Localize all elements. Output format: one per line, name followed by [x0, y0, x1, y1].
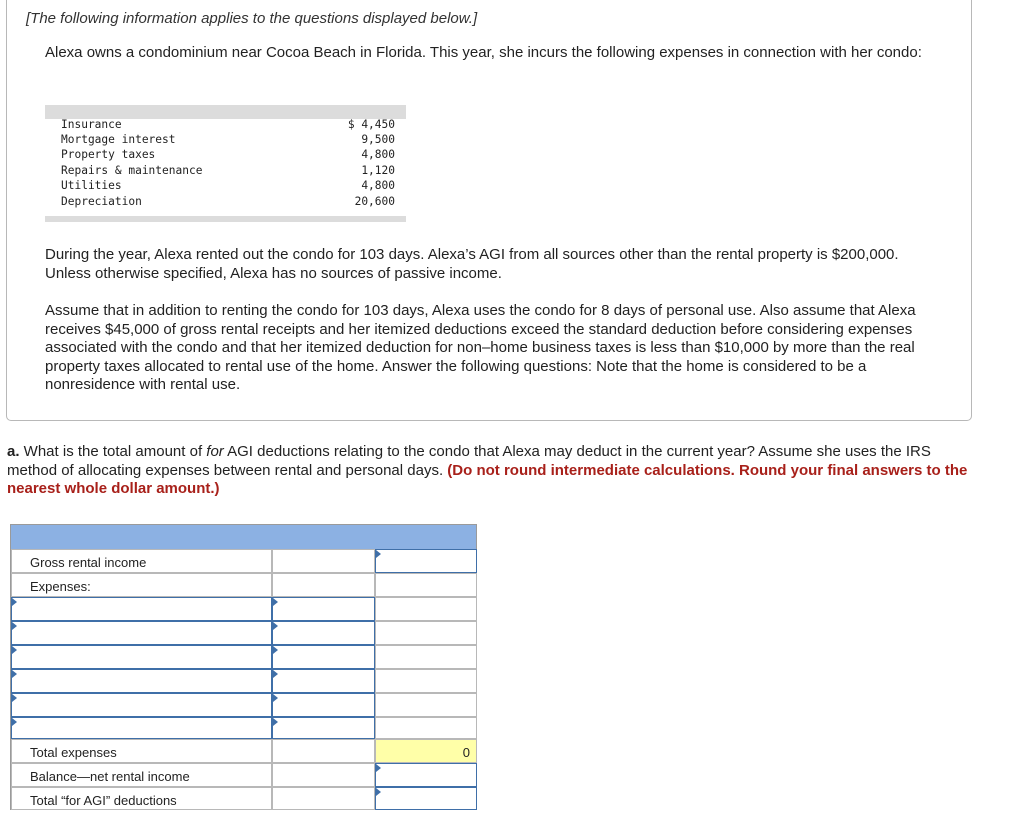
expense-name-input[interactable] — [11, 693, 272, 717]
paragraph-assumptions: Assume that in addition to renting the condo for 103 days, Alexa uses the condo for 8 days of personal use. Also assume that Alexa receives $45,000 of gross rental receipts and her itemized deductions exceed the standard deduction before considering expenses associated with the condo and that her itemized deduction for non–home business taxes is less than $10,000 by more than the real property taxes allocated to rental use of the home. Answer the following questions: Note that the home is considered to be a nonresidence with rental use. — [45, 302, 916, 393]
question-letter: a. — [7, 443, 20, 460]
input-marker-icon — [12, 670, 17, 678]
question-a — [7, 443, 982, 499]
input-marker-icon — [273, 598, 278, 606]
expense-right-cell — [375, 693, 477, 717]
input-marker-icon — [12, 598, 17, 606]
balance-mid-cell — [272, 763, 375, 787]
gross-rental-income-mid-cell — [272, 549, 375, 573]
total-expenses-label-cell — [11, 739, 272, 763]
input-marker-icon — [376, 764, 381, 772]
input-marker-icon — [12, 622, 17, 630]
total-for-agi-mid-cell — [272, 787, 375, 810]
expense-label: Insurance — [61, 118, 122, 131]
expense-amount: 20,600 — [354, 195, 395, 208]
input-marker-icon — [12, 646, 17, 654]
expense-right-cell — [375, 645, 477, 669]
expense-name-input[interactable] — [11, 717, 272, 739]
total-for-agi-label: Total “for AGI” deductions — [30, 793, 177, 808]
gross-rental-income-label: Gross rental income — [30, 555, 147, 570]
expense-row — [45, 147, 406, 162]
gross-rental-income-label-cell — [11, 549, 272, 573]
expenses-right-cell — [375, 573, 477, 597]
expense-amount-input[interactable] — [272, 645, 375, 669]
expense-table-bottom-bar — [45, 216, 406, 222]
input-marker-icon — [376, 788, 381, 796]
expense-amount: 4,800 — [361, 179, 395, 192]
expense-row — [45, 163, 406, 178]
total-for-agi-input[interactable] — [375, 787, 477, 810]
input-marker-icon — [273, 646, 278, 654]
total-expenses-value: 0 — [462, 745, 470, 760]
paragraph-condo-intro: Alexa owns a condominium near Cocoa Beach in Florida. This year, she incurs the following expenses in connection with her condo: — [45, 44, 922, 61]
expense-right-cell — [375, 717, 477, 739]
answer-table — [10, 524, 477, 810]
expense-amount-input[interactable] — [272, 669, 375, 693]
expense-row — [45, 178, 406, 193]
input-marker-icon — [273, 718, 278, 726]
expense-amount: 4,800 — [361, 148, 395, 161]
balance-label: Balance—net rental income — [30, 769, 190, 784]
expense-label: Property taxes — [61, 148, 156, 161]
expense-right-cell — [375, 597, 477, 621]
gross-rental-income-input[interactable] — [375, 549, 477, 573]
paragraph-rental-days: During the year, Alexa rented out the condo for 103 days. Alexa’s AGI from all sources other than the rental property is $200,000. Unless otherwise specified, Alexa has no sources of passive income. — [45, 246, 899, 282]
expense-row — [45, 194, 406, 209]
expense-amount-input[interactable] — [272, 693, 375, 717]
expense-name-input[interactable] — [11, 669, 272, 693]
question-text-1: What is the total amount of — [19, 443, 207, 460]
question-text-2: AGI deductions relating to the condo that Alexa may deduct in the current year? Assume she uses the IRS method of allocating expenses between rental and personal days. — [7, 443, 931, 479]
expense-name-input[interactable] — [11, 645, 272, 669]
expense-row — [45, 132, 406, 147]
expense-row — [45, 117, 406, 132]
total-for-agi-label-cell — [11, 787, 272, 810]
expenses-mid-cell — [272, 573, 375, 597]
question-instruction: (Do not round intermediate calculations. Round your final answers to the nearest whole dollar amount.) — [7, 461, 968, 497]
expense-amount: $ 4,450 — [347, 118, 395, 131]
expense-amount-input[interactable] — [272, 621, 375, 645]
expense-name-input[interactable] — [11, 621, 272, 645]
intro-note: [The following information applies to the questions displayed below.] — [26, 10, 478, 27]
expenses-label: Expenses: — [30, 579, 91, 594]
expense-label: Repairs & maintenance — [61, 164, 203, 177]
input-marker-icon — [12, 694, 17, 702]
total-expenses-mid-cell — [272, 739, 375, 763]
expense-amount: 9,500 — [361, 133, 395, 146]
input-marker-icon — [273, 694, 278, 702]
expense-label: Mortgage interest — [61, 133, 176, 146]
expenses-label-cell — [11, 573, 272, 597]
input-marker-icon — [273, 622, 278, 630]
expense-amount: 1,120 — [361, 164, 395, 177]
balance-label-cell — [11, 763, 272, 787]
expense-name-input[interactable] — [11, 597, 272, 621]
expense-amount-input[interactable] — [272, 717, 375, 739]
input-marker-icon — [12, 718, 17, 726]
expense-label: Depreciation — [61, 195, 142, 208]
expense-right-cell — [375, 669, 477, 693]
expense-right-cell — [375, 621, 477, 645]
expense-label: Utilities — [61, 179, 122, 192]
answer-table-header — [11, 525, 476, 549]
total-expenses-label: Total expenses — [30, 745, 117, 760]
input-marker-icon — [273, 670, 278, 678]
total-expenses-value-cell — [375, 739, 477, 763]
expense-amount-input[interactable] — [272, 597, 375, 621]
question-italic: for — [206, 443, 224, 460]
balance-input[interactable] — [375, 763, 477, 787]
input-marker-icon — [376, 550, 381, 558]
expense-table — [45, 105, 406, 227]
